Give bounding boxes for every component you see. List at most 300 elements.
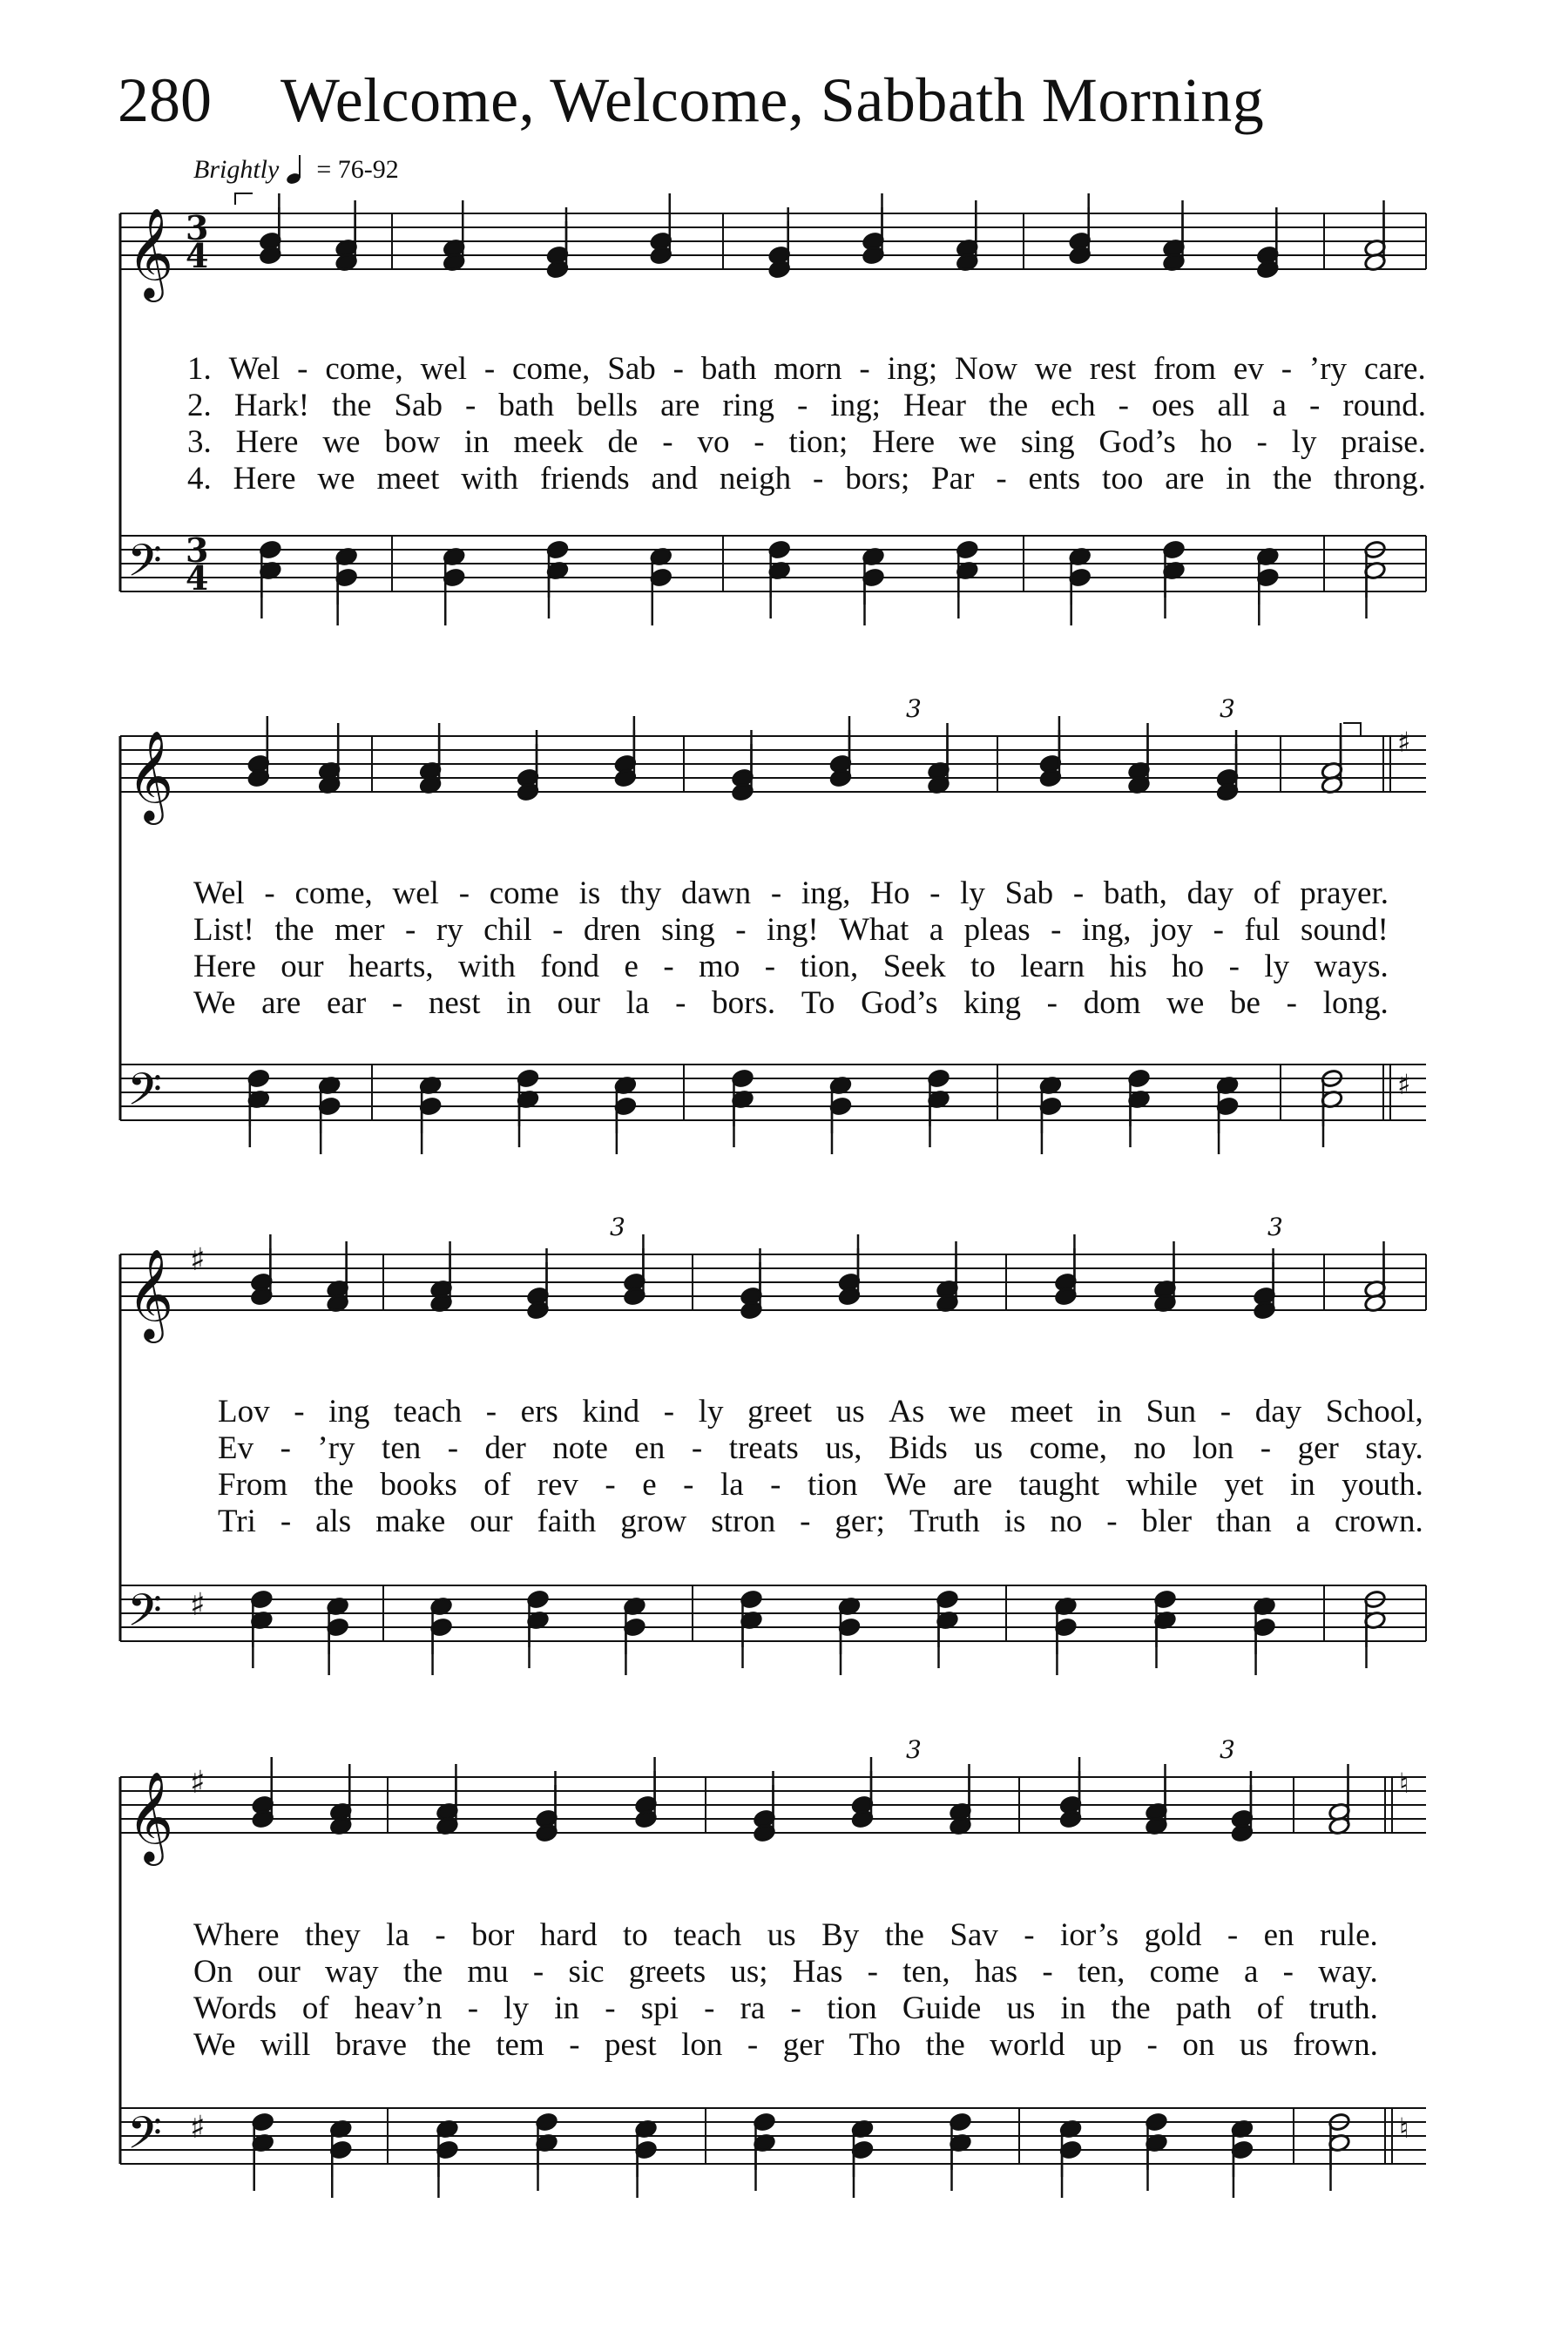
lyric-syllable: with <box>458 949 516 984</box>
lyric-syllable: day <box>1254 1394 1302 1429</box>
lyric-syllable: - <box>813 461 824 497</box>
lyric-syllable: come, <box>325 351 403 387</box>
lyric-syllable: is <box>578 875 601 911</box>
lyric-syllable: sing <box>661 912 715 948</box>
lyric-syllable: - <box>797 388 808 423</box>
lyric-syllable: ly <box>698 1394 724 1429</box>
lyric-syllable: come, <box>294 875 373 911</box>
lyric-line <box>193 1990 1378 2028</box>
lyric-line <box>218 1466 1423 1504</box>
lyric-syllable: 4. <box>187 461 212 497</box>
lyric-syllable: tion <box>827 1990 877 2026</box>
lyric-syllable: pleas <box>963 912 1031 948</box>
lyric-syllable: Ho <box>870 875 910 911</box>
lyric-syllable: up <box>1090 2027 1123 2063</box>
lyric-syllable: come, <box>512 351 591 387</box>
lyric-syllable: - <box>569 2027 580 2063</box>
lyric-syllable: ing; <box>830 388 881 423</box>
lyric-syllable: thy <box>619 875 662 911</box>
lyric-syllable: no <box>1050 1504 1083 1539</box>
lyric-syllable: 3. <box>187 424 212 460</box>
lyric-syllable: - <box>435 1917 446 1953</box>
lyric-syllable: dawn <box>680 875 752 911</box>
lyric-line <box>218 1429 1423 1468</box>
lyric-syllable: in <box>1226 461 1252 497</box>
lyric-syllable: a <box>1244 1954 1259 1990</box>
lyric-syllable: Now <box>954 351 1017 387</box>
lyric-line <box>193 1916 1378 1955</box>
lyric-syllable: ho <box>1172 949 1205 984</box>
lyric-syllable: Tho <box>848 2027 902 2063</box>
lyric-line <box>187 387 1426 425</box>
lyric-syllable: ior’s <box>1060 1917 1119 1953</box>
lyric-syllable: ly <box>1291 424 1317 460</box>
lyric-line <box>193 911 1389 950</box>
lyric-syllable: On <box>193 1954 233 1990</box>
lyric-syllable: are <box>1165 461 1205 497</box>
lyric-syllable: of <box>301 1990 329 2026</box>
lyric-syllable: - <box>605 1990 616 2026</box>
lyric-syllable: - <box>532 1954 544 1990</box>
lyric-syllable: - <box>467 1990 479 2026</box>
lyric-syllable: Sab <box>394 388 443 423</box>
lyric-syllable: dom <box>1083 985 1141 1021</box>
lyric-syllable: in <box>463 424 490 460</box>
lyric-syllable: in <box>1060 1990 1086 2026</box>
lyric-syllable: sic <box>568 1954 605 1990</box>
treble-clef: 𝄞 <box>127 1771 174 1862</box>
lyric-syllable: Bids <box>888 1430 948 1466</box>
lyric-syllable: ing <box>328 1394 370 1429</box>
lyric-syllable: - <box>859 351 870 387</box>
lyric-line <box>193 1953 1378 1991</box>
hymn-number: 280 <box>118 65 212 135</box>
lyric-syllable: By <box>821 1917 860 1953</box>
key-signature-sharp: ♯ <box>190 1587 206 1623</box>
lyric-syllable: no <box>1133 1430 1166 1466</box>
lyric-syllable: - <box>1146 2027 1158 2063</box>
lyric-syllable: We <box>193 2027 236 2063</box>
lyric-syllable: What <box>839 912 909 948</box>
lyric-syllable: - <box>996 461 1007 497</box>
lyric-syllable: we <box>948 1394 987 1429</box>
lyric-syllable: Has <box>792 1954 843 1990</box>
lyric-syllable: taught <box>1018 1467 1100 1503</box>
lyric-syllable: - <box>683 1467 694 1503</box>
lyric-syllable: hearts, <box>348 949 434 984</box>
lyric-syllable: are <box>952 1467 993 1503</box>
lyric-syllable: ing; <box>887 351 938 387</box>
lyric-syllable: has <box>974 1954 1018 1990</box>
lyric-syllable: - <box>1256 424 1267 460</box>
lyric-syllable: rest <box>1089 351 1137 387</box>
lyric-syllable: will <box>260 2027 311 2063</box>
lyric-syllable: path <box>1175 1990 1232 2026</box>
lyric-syllable: e <box>624 949 639 984</box>
lyric-syllable: ’ry <box>317 1430 355 1466</box>
lyric-syllable: day <box>1186 875 1234 911</box>
lyric-syllable: our <box>257 1954 301 1990</box>
lyric-syllable: lon <box>1193 1430 1234 1466</box>
lyric-syllable: - <box>605 1467 616 1503</box>
lyric-syllable: bath, <box>1103 875 1167 911</box>
lyric-syllable: heav’n <box>354 1990 443 2026</box>
lyric-syllable: ten, <box>902 1954 950 1990</box>
lyric-syllable: we <box>317 461 355 497</box>
lyric-syllable: mo <box>699 949 740 984</box>
time-signature-bottom: 4 <box>186 236 209 275</box>
lyric-syllable: stay. <box>1365 1430 1423 1466</box>
lyric-syllable: and <box>651 461 699 497</box>
lyric-syllable: Guide <box>902 1990 982 2026</box>
lyric-syllable: a <box>1295 1504 1311 1539</box>
lyric-syllable: greet <box>747 1394 813 1429</box>
lyric-syllable: in <box>554 1990 580 2026</box>
lyric-syllable: - <box>483 351 496 387</box>
lyric-syllable: us <box>974 1430 1004 1466</box>
lyric-syllable: - <box>790 1990 801 2026</box>
lyric-syllable: tem <box>496 2027 544 2063</box>
lyric-syllable: meet <box>376 461 440 497</box>
lyric-syllable: us <box>1006 1990 1036 2026</box>
lyric-syllable: - <box>1072 875 1085 911</box>
lyric-syllable: yet <box>1224 1467 1264 1503</box>
lyric-syllable: - <box>294 1394 305 1429</box>
lyric-syllable: ten <box>382 1430 422 1466</box>
lyric-syllable: the <box>431 2027 471 2063</box>
lyric-syllable: sound! <box>1301 912 1389 948</box>
lyric-syllable: 1. <box>187 351 212 387</box>
lyric-syllable: a <box>929 912 944 948</box>
lyric-syllable: Ev <box>218 1430 254 1466</box>
lyric-syllable: wel <box>420 351 467 387</box>
lyric-line <box>187 423 1426 462</box>
triplet-mark: 3 <box>906 694 922 723</box>
lyric-syllable: friends <box>539 461 630 497</box>
tempo-marking: Brightly <box>193 155 280 184</box>
time-signature-bottom: 4 <box>186 558 209 598</box>
lyric-syllable: - <box>1286 985 1297 1021</box>
lyric-syllable: ly <box>960 875 985 911</box>
lyric-syllable: dren <box>583 912 641 948</box>
lyric-syllable: joy <box>1151 912 1193 948</box>
phrase-bracket-start <box>235 193 253 205</box>
lyric-syllable: - <box>458 875 470 911</box>
lyric-syllable: our <box>470 1504 513 1539</box>
lyric-syllable: wel <box>392 875 439 911</box>
treble-clef: 𝄞 <box>127 730 174 821</box>
lyric-syllable: are <box>261 985 301 1021</box>
lyric-syllable: la <box>720 1467 744 1503</box>
lyric-syllable: sing <box>1020 424 1075 460</box>
lyric-syllable: ger; <box>835 1504 885 1539</box>
lyric-syllable: the <box>274 912 314 948</box>
metronome-value: = 76-92 <box>316 155 399 184</box>
lyric-syllable: - <box>672 351 684 387</box>
lyric-syllable: - <box>747 2027 759 2063</box>
lyric-syllable: the <box>332 388 372 423</box>
lyric-syllable: ers <box>520 1394 558 1429</box>
lyric-syllable: on <box>1182 2027 1215 2063</box>
lyric-syllable: learn <box>1020 949 1085 984</box>
lyric-syllable: the <box>884 1917 924 1953</box>
lyric-syllable: faith <box>537 1504 597 1539</box>
lyric-syllable: - <box>754 424 765 460</box>
lyric-syllable: ra <box>740 1990 766 2026</box>
lyric-syllable: truth. <box>1308 1990 1378 2026</box>
lyric-syllable: long. <box>1322 985 1389 1021</box>
lyric-syllable: e <box>642 1467 657 1503</box>
lyric-syllable: be <box>1230 985 1260 1021</box>
lyric-syllable: us; <box>730 1954 768 1990</box>
lyric-syllable: bler <box>1141 1504 1193 1539</box>
lyric-syllable: the <box>402 1954 443 1990</box>
lyric-syllable: la <box>625 985 650 1021</box>
lyric-syllable: the <box>925 2027 965 2063</box>
lyric-syllable: morn <box>774 351 842 387</box>
lyric-line <box>218 1503 1423 1541</box>
lyric-syllable: - <box>1213 912 1224 948</box>
lyric-syllable: than <box>1216 1504 1272 1539</box>
lyric-syllable: bow <box>384 424 441 460</box>
lyric-syllable: tion, <box>800 949 859 984</box>
lyric-syllable: 2. <box>187 388 212 423</box>
lyric-syllable: brave <box>335 2027 408 2063</box>
bass-clef: 𝄢 <box>127 534 162 598</box>
lyric-syllable: - <box>735 912 747 948</box>
lyric-syllable: ly <box>504 1990 530 2026</box>
phrase-bracket-end <box>1343 723 1361 736</box>
lyric-syllable: pest <box>605 2027 657 2063</box>
lyric-syllable: us <box>835 1394 865 1429</box>
lyric-syllable: ev <box>1233 351 1264 387</box>
lyric-syllable: we <box>1034 351 1072 387</box>
lyric-syllable: als <box>315 1504 352 1539</box>
lyric-syllable: bors. <box>712 985 776 1021</box>
lyric-syllable: - <box>704 1990 715 2026</box>
lyric-syllable: lon <box>681 2027 723 2063</box>
lyric-syllable: ing! <box>767 912 819 948</box>
lyric-syllable: - <box>867 1954 878 1990</box>
lyric-syllable: en <box>1263 1917 1294 1953</box>
lyric-syllable: the <box>1111 1990 1151 2026</box>
lyric-syllable: Here <box>872 424 936 460</box>
lyric-line <box>193 875 1389 913</box>
lyric-syllable: note <box>552 1430 608 1466</box>
lyric-syllable: nest <box>428 985 481 1021</box>
treble-clef: 𝄞 <box>127 1248 174 1340</box>
hymn-title: Welcome, Welcome, Sabbath Morning <box>280 65 1265 135</box>
lyric-syllable: - <box>1260 1430 1272 1466</box>
lyric-syllable: youth. <box>1342 1467 1423 1503</box>
lyric-syllable: Seek <box>882 949 946 984</box>
lyric-syllable: way <box>325 1954 379 1990</box>
lyric-syllable: chil <box>483 912 532 948</box>
lyric-syllable: us <box>1239 2027 1268 2063</box>
lyric-syllable: gold <box>1144 1917 1202 1953</box>
lyric-syllable: ing, <box>801 875 851 911</box>
lyric-syllable: way. <box>1318 1954 1378 1990</box>
lyric-line <box>193 984 1389 1023</box>
lyric-syllable: - <box>1309 388 1321 423</box>
lyric-syllable: - <box>297 351 308 387</box>
lyric-syllable: ring <box>722 388 774 423</box>
lyric-syllable: all <box>1217 388 1250 423</box>
lyric-syllable: en <box>634 1430 666 1466</box>
time-signature-top: 3 <box>186 531 209 570</box>
lyric-syllable: Here <box>193 949 256 984</box>
lyric-syllable: - <box>465 388 476 423</box>
lyric-syllable: kind <box>582 1394 640 1429</box>
lyric-syllable: teach <box>394 1394 463 1429</box>
triplet-mark: 3 <box>906 1735 922 1764</box>
lyric-syllable: in <box>1097 1394 1122 1429</box>
lyric-syllable: ech <box>1051 388 1096 423</box>
lyric-syllable: - <box>1106 1504 1118 1539</box>
lyric-syllable: - <box>770 1467 781 1503</box>
lyric-line <box>187 350 1426 389</box>
lyric-syllable: Sab <box>1004 875 1054 911</box>
lyric-syllable: ’ry <box>1308 351 1348 387</box>
lyric-syllable: - <box>552 912 564 948</box>
lyric-syllable: - <box>264 875 275 911</box>
lyric-syllable: treats <box>728 1430 799 1466</box>
lyric-syllable: ful <box>1244 912 1281 948</box>
lyric-syllable: Words <box>193 1990 277 2026</box>
lyric-syllable: to <box>623 1917 648 1953</box>
lyric-syllable: of <box>1256 1990 1284 2026</box>
lyric-syllable: ly <box>1264 949 1290 984</box>
lyric-syllable: ents <box>1028 461 1081 497</box>
lyric-syllable: Lov <box>218 1394 270 1429</box>
lyric-syllable: neigh <box>719 461 792 497</box>
triplet-mark: 3 <box>1267 1213 1283 1241</box>
lyric-syllable: king <box>963 985 1021 1021</box>
lyric-syllable: greets <box>628 1954 706 1990</box>
lyric-syllable: - <box>800 1504 811 1539</box>
lyric-syllable: throng. <box>1334 461 1426 497</box>
lyric-syllable: spi <box>640 1990 679 2026</box>
lyric-syllable: Wel <box>228 351 280 387</box>
lyric-syllable: his <box>1109 949 1147 984</box>
lyric-syllable: - <box>691 1430 703 1466</box>
lyric-syllable: tion; <box>788 424 848 460</box>
lyric-syllable: ten, <box>1077 1954 1125 1990</box>
lyric-syllable: us, <box>825 1430 862 1466</box>
lyric-syllable: Sav <box>950 1917 998 1953</box>
lyric-syllable: - <box>1220 1394 1232 1429</box>
lyric-syllable: - <box>1051 912 1062 948</box>
lyric-line <box>193 948 1389 986</box>
lyric-syllable: Wel <box>193 875 245 911</box>
lyric-line <box>187 460 1426 498</box>
lyric-syllable: bor <box>471 1917 515 1953</box>
lyric-syllable: ger <box>782 2027 824 2063</box>
lyric-syllable: God’s <box>861 985 938 1021</box>
lyric-syllable: - <box>764 949 776 984</box>
lyric-syllable: world <box>990 2027 1065 2063</box>
lyric-syllable: vo <box>697 424 730 460</box>
lyric-syllable: Sun <box>1146 1394 1197 1429</box>
lyric-syllable: - <box>1024 1917 1035 1953</box>
lyric-syllable: - <box>485 1394 497 1429</box>
bass-clef: 𝄢 <box>127 2106 162 2170</box>
lyric-syllable: - <box>663 949 674 984</box>
lyric-syllable: - <box>405 912 416 948</box>
lyric-syllable: our <box>557 985 600 1021</box>
key-signature-sharp: ♯ <box>190 2110 206 2146</box>
triplet-mark: 3 <box>1220 1735 1235 1764</box>
time-signature-top: 3 <box>186 208 209 247</box>
key-signature-sharp: ♯ <box>190 1765 206 1801</box>
lyric-syllable: Where <box>193 1917 280 1953</box>
bass-clef: 𝄢 <box>127 1063 162 1126</box>
lyric-syllable: in <box>1290 1467 1315 1503</box>
key-change-sign: ♯ <box>1397 726 1411 759</box>
lyric-syllable: - <box>663 1394 675 1429</box>
lyric-syllable: in <box>506 985 531 1021</box>
lyric-syllable: - <box>1282 1954 1294 1990</box>
lyric-syllable: meet <box>1010 1394 1073 1429</box>
lyric-syllable: ing, <box>1081 912 1132 948</box>
lyric-syllable: ry <box>436 912 463 948</box>
lyric-syllable: is <box>1004 1504 1026 1539</box>
lyric-syllable: of <box>1253 875 1281 911</box>
lyric-syllable: Tri <box>218 1504 256 1539</box>
lyric-syllable: la <box>386 1917 409 1953</box>
lyric-syllable: - <box>675 985 686 1021</box>
lyric-syllable: we <box>1166 985 1205 1021</box>
lyric-syllable: a <box>1272 388 1287 423</box>
lyric-syllable: ger <box>1297 1430 1339 1466</box>
lyric-syllable: We <box>884 1467 927 1503</box>
lyric-syllable: round. <box>1342 388 1426 423</box>
lyric-syllable: come <box>489 875 559 911</box>
lyric-syllable: - <box>1046 985 1058 1021</box>
lyric-syllable: make <box>375 1504 446 1539</box>
lyric-syllable: our <box>280 949 324 984</box>
lyric-syllable: fond <box>540 949 600 984</box>
lyric-syllable: meek <box>513 424 584 460</box>
lyric-syllable: bath <box>498 388 555 423</box>
lyric-syllable: mer <box>335 912 385 948</box>
lyric-syllable: mu <box>467 1954 509 1990</box>
lyric-syllable: Here <box>235 424 299 460</box>
lyric-syllable: grow <box>620 1504 687 1539</box>
lyric-syllable: ways. <box>1314 949 1389 984</box>
lyric-syllable: - <box>662 424 673 460</box>
lyric-syllable: stron <box>711 1504 776 1539</box>
key-signature-sharp: ♯ <box>190 1242 206 1278</box>
lyric-syllable: To <box>801 985 835 1021</box>
triplet-mark: 3 <box>1220 694 1235 723</box>
lyric-syllable: the <box>1272 461 1313 497</box>
lyric-syllable: List! <box>193 912 254 948</box>
lyric-syllable: from <box>1153 351 1217 387</box>
lyric-syllable: rev <box>537 1467 578 1503</box>
lyric-syllable: Par <box>931 461 975 497</box>
lyric-syllable: are <box>660 388 700 423</box>
lyric-syllable: Hear <box>903 388 966 423</box>
treble-clef: 𝄞 <box>127 207 174 299</box>
bass-clef: 𝄢 <box>127 1584 162 1647</box>
lyric-syllable: School, <box>1325 1394 1423 1429</box>
lyric-syllable: teach <box>673 1917 742 1953</box>
lyric-syllable: God’s <box>1098 424 1176 460</box>
lyric-syllable: Sab <box>607 351 656 387</box>
lyric-syllable: From <box>218 1467 288 1503</box>
lyric-syllable: bells <box>577 388 639 423</box>
